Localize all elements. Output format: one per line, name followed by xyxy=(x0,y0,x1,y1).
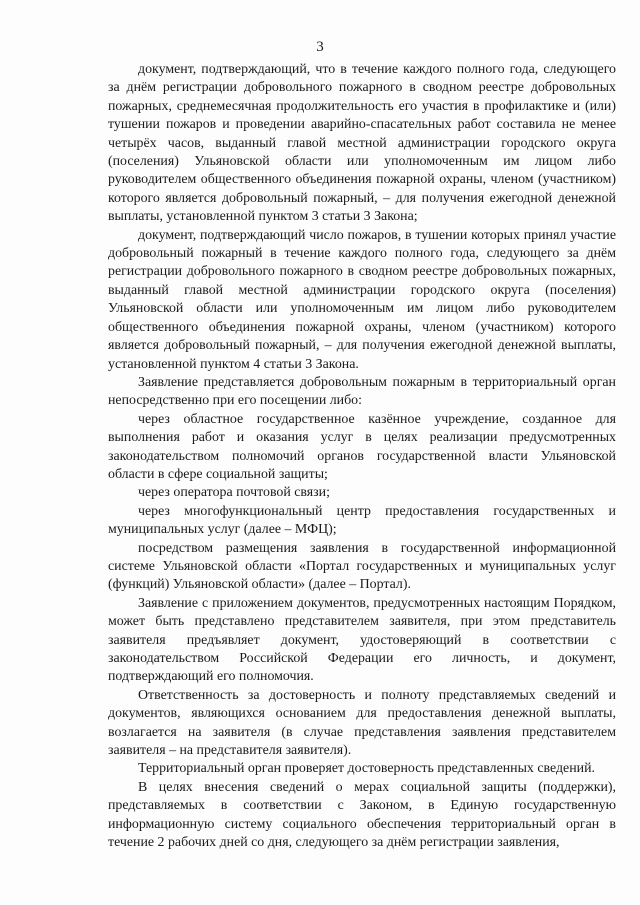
paragraph-via-mfc: через многофункциональный центр предоставления государственных и муниципальных услуг (далее – МФЦ); xyxy=(108,503,616,538)
document-body xyxy=(108,61,616,852)
paragraph-via-postal-operator: через оператора почтовой связи; xyxy=(138,485,330,501)
paragraph-verification: Территориальный орган проверяет достоверность представленных сведений. xyxy=(138,761,595,777)
paragraph-responsibility: Ответственность за достоверность и полноту представляемых сведений и документов, являющихся основанием для предоставления денежной выплаты, возлагается на заявителя (в случае представления заявления представителем заявителя – на представителя заявителя). xyxy=(108,687,616,759)
paragraph-representative: Заявление с приложением документов, предусмотренных настоящим Порядком, может быть представлено представителем заявителя, при этом представитель заявителя предъявляет документ, удостоверяющий в соответствии с законодательством Российской Федерации его личность, и документ, подтверждающий его полномочия. xyxy=(108,595,616,685)
paragraph-via-state-institution: через областное государственное казённое учреждение, созданное для выполнения работ и оказания услуг в целях реализации предусмотренных законодательством полномочий органов государственной власти Ульяновской области в сфере социальной защиты; xyxy=(108,411,616,482)
paragraph-fires-count-document: документ, подтверждающий число пожаров, в тушении которых принял участие добровольный пожарный в течение каждого полного года, следующего за днём регистрации добровольного пожарного в сводном реестре добровольных пожарных, выданный главой местной администрации городского округа (поселения) Ульяновской области или уполномоченным им лицом либо руководителем общественного объединения пожарной охраны, членом (участником) которого является добровольный пожарный, – для получения ежегодной денежной выплаты, установленной пунктом 4 статьи 3 Закона. xyxy=(108,227,616,372)
page-number: 3 xyxy=(316,39,324,55)
paragraph-information-system: В целях внесения сведений о мерах социальной защиты (поддержки), представляемых в соответствии с Законом, в Единую государственную информационную систему социального обеспечения территориальный орган в течение 2 рабочих дней со дня, следующего за днём регистрации заявления, xyxy=(108,779,616,851)
paragraph-application-submission: Заявление представляется добровольным пожарным в территориальный орган непосредственно при его посещении либо: xyxy=(108,374,616,409)
paragraph-activity-hours-document: документ, подтверждающий, что в течение каждого полного года, следующего за днём регистрации добровольного пожарного в сводном реестре добровольных пожарных, среднемесячная продолжительность его участия в профилактике и (или) тушении пожаров и проведении аварийно-спасательных работ составила не менее четырёх часов, выданный главой местной администрации городского округа (поселения) Ульяновской области или уполномоченным им лицом либо руководителем общественного объединения пожарной охраны, членом (участником) которого является добровольный пожарный, – для получения ежегодной денежной выплаты, установленной пунктом 3 статьи 3 Закона; xyxy=(108,62,616,225)
paragraph-via-portal: посредством размещения заявления в государственной информационной системе Ульяновской области «Портал государственных и муниципальных услуг (функций) Ульяновской области» (далее – Портал). xyxy=(108,540,616,593)
